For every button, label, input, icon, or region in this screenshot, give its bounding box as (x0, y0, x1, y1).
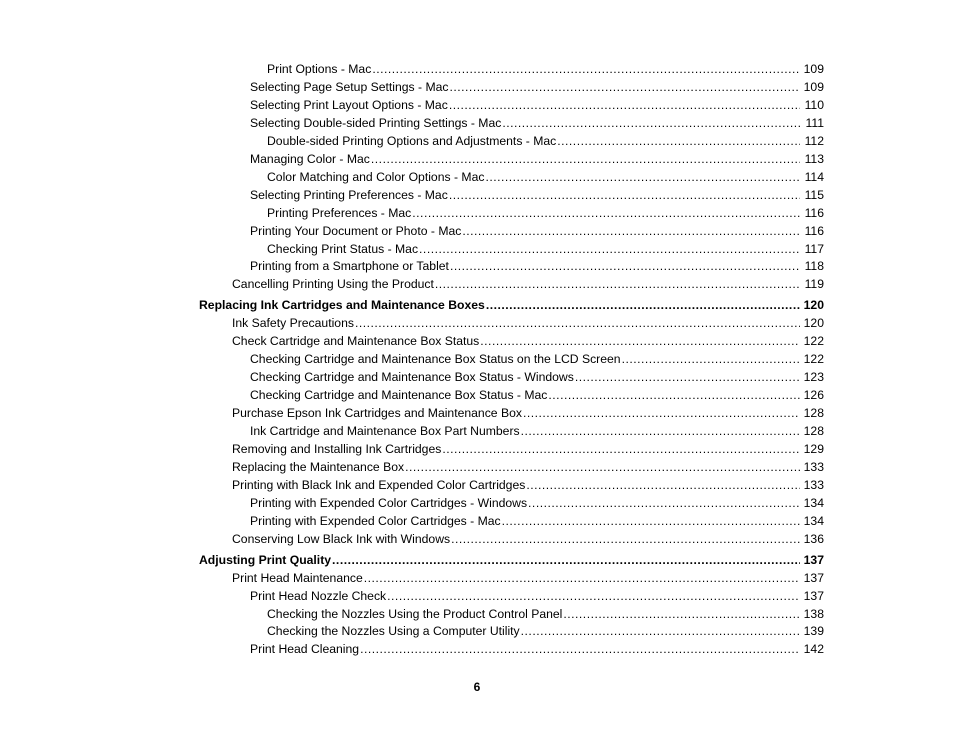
toc-entry-page: 109 (803, 79, 824, 94)
toc-entry-page: 123 (803, 370, 824, 385)
dot-leader (521, 422, 800, 440)
dot-leader (372, 60, 799, 78)
toc-entry-page: 122 (803, 334, 824, 349)
toc-entry-page: 111 (805, 115, 824, 130)
toc-entry-page: 137 (803, 552, 824, 567)
toc-entry[interactable] (250, 96, 824, 114)
dot-leader (526, 476, 799, 494)
toc-entry-title: Print Head Maintenance (232, 570, 363, 585)
toc-entry[interactable] (232, 275, 824, 293)
toc-entry[interactable] (267, 240, 824, 258)
toc-entry-page: 133 (803, 477, 824, 492)
toc-entry[interactable] (250, 494, 824, 512)
toc-entry-title: Check Cartridge and Maintenance Box Status (232, 334, 480, 349)
toc-entry-page: 120 (803, 316, 824, 331)
toc-entry-title: Conserving Low Black Ink with Windows (232, 531, 451, 546)
toc-entry-title: Printing Preferences - Mac (267, 205, 412, 220)
dot-leader (387, 587, 800, 605)
toc-entry[interactable] (267, 622, 824, 640)
toc-entry-title: Printing with Expended Color Cartridges - Windows (250, 495, 528, 510)
dot-leader (502, 512, 800, 530)
dot-leader (449, 96, 800, 114)
toc-entry[interactable] (232, 440, 824, 458)
toc-entry[interactable] (250, 422, 824, 440)
toc-entry[interactable] (250, 186, 824, 204)
toc-entry[interactable] (250, 368, 824, 386)
dot-leader (521, 622, 800, 640)
toc-entry-title: Color Matching and Color Options - Mac (267, 169, 485, 184)
dot-leader (622, 350, 800, 368)
toc-entry[interactable] (250, 114, 824, 132)
dot-leader (485, 168, 800, 186)
dot-leader (332, 551, 800, 569)
toc-entry[interactable] (232, 332, 824, 350)
dot-leader (575, 368, 800, 386)
toc-entry-page: 129 (803, 441, 824, 456)
dot-leader (355, 314, 800, 332)
toc-entry-page: 112 (804, 133, 824, 148)
toc-entry-title: Checking Cartridge and Maintenance Box Status on the LCD Screen (250, 352, 621, 367)
toc-entry-page: 115 (804, 187, 824, 202)
dot-leader (364, 569, 800, 587)
dot-leader (360, 640, 800, 658)
toc-entry[interactable] (250, 222, 824, 240)
toc-entry[interactable] (250, 350, 824, 368)
toc-entry-title: Adjusting Print Quality (199, 552, 332, 567)
toc-entry[interactable] (250, 640, 824, 658)
dot-leader (480, 332, 799, 350)
toc-entry-page: 122 (803, 352, 824, 367)
toc-entry[interactable] (267, 60, 824, 78)
dot-leader (449, 186, 800, 204)
toc-entry-title: Printing with Expended Color Cartridges - Mac (250, 513, 501, 528)
toc-entry[interactable] (250, 78, 824, 96)
toc-entry-title: Checking the Nozzles Using a Computer Utility (267, 624, 520, 639)
toc-entry-title: Checking Cartridge and Maintenance Box Status - Mac (250, 388, 548, 403)
toc-entry-title: Printing from a Smartphone or Tablet (250, 259, 449, 274)
toc-entry-title: Ink Cartridge and Maintenance Box Part Numbers (250, 424, 520, 438)
toc-entry[interactable] (267, 605, 824, 623)
toc-entry[interactable] (250, 257, 824, 275)
toc-entry-page: 126 (803, 388, 824, 403)
toc-entry-page: 142 (803, 642, 824, 657)
toc-entry[interactable] (232, 530, 824, 548)
dot-leader (442, 440, 799, 458)
toc-entry-title: Selecting Page Setup Settings - Mac (250, 79, 449, 94)
toc-entry-title: Printing with Black Ink and Expended Color Cartridges (232, 477, 526, 492)
toc-entry[interactable] (250, 386, 824, 404)
toc-entry[interactable] (267, 204, 824, 222)
toc-entry-title: Print Options - Mac (267, 62, 372, 76)
toc-entry[interactable] (232, 314, 824, 332)
toc-entry-page: 134 (803, 495, 824, 510)
toc-entry-title: Replacing Ink Cartridges and Maintenance Boxes (199, 298, 485, 313)
toc-entry[interactable] (267, 168, 824, 186)
toc-entry-title: Selecting Print Layout Options - Mac (250, 97, 448, 112)
dot-leader (419, 240, 800, 258)
toc-entry-page: 119 (804, 277, 824, 292)
dot-leader (563, 605, 799, 623)
toc-entry[interactable] (232, 476, 824, 494)
toc-entry[interactable] (250, 512, 824, 530)
toc-entry[interactable] (250, 587, 824, 605)
toc-chapter-entry[interactable] (199, 296, 824, 314)
toc-entry-title: Checking Cartridge and Maintenance Box Status - Windows (250, 370, 574, 385)
toc-entry-page: 110 (804, 97, 824, 112)
toc-entry-page: 136 (803, 531, 824, 546)
dot-leader (405, 458, 800, 476)
toc-entry-page: 128 (803, 406, 824, 421)
dot-leader (450, 257, 800, 275)
toc-entry-page: 109 (803, 62, 824, 76)
toc-entry-title: Printing Your Document or Photo - Mac (250, 223, 462, 238)
toc-entry-page: 133 (803, 459, 824, 474)
toc-entry-title: Managing Color - Mac (250, 151, 370, 166)
dot-leader (502, 114, 800, 132)
toc-entry-title: Double-sided Printing Options and Adjustments - Mac (267, 133, 557, 148)
toc-entry-page: 116 (804, 223, 824, 238)
dot-leader (412, 204, 800, 222)
page-number: 6 (473, 680, 481, 694)
toc-entry-page: 138 (803, 606, 824, 621)
toc-entry-page: 114 (804, 169, 824, 184)
toc-entry-page: 118 (804, 259, 824, 274)
toc-entry-title: Cancelling Printing Using the Product (232, 277, 434, 292)
toc-entry-page: 128 (803, 424, 824, 438)
toc-entry-page: 116 (804, 205, 824, 220)
dot-leader (462, 222, 800, 240)
toc-entry-page: 113 (804, 151, 824, 166)
toc-entry-page: 120 (803, 298, 824, 313)
toc-entry-page: 139 (803, 624, 824, 639)
dot-leader (548, 386, 799, 404)
dot-leader (371, 150, 800, 168)
toc-entry-title: Replacing the Maintenance Box (232, 459, 405, 474)
toc-entry-title: Print Head Cleaning (250, 642, 360, 657)
dot-leader (523, 404, 800, 422)
toc-entry-title: Selecting Double-sided Printing Settings - Mac (250, 115, 502, 130)
toc-entry-title: Ink Safety Precautions (232, 316, 354, 331)
toc-entry[interactable] (232, 569, 824, 587)
toc-entry-title: Removing and Installing Ink Cartridges (232, 441, 442, 456)
toc-entry-title: Checking the Nozzles Using the Product Control Panel (267, 606, 563, 621)
toc-entry[interactable] (250, 150, 824, 168)
toc-entry[interactable] (232, 404, 824, 422)
toc-entry-page: 137 (803, 570, 824, 585)
dot-leader (528, 494, 800, 512)
toc-entry-title: Purchase Epson Ink Cartridges and Maintenance Box (232, 406, 522, 421)
dot-leader (557, 132, 800, 150)
toc-entry-title: Print Head Nozzle Check (250, 588, 387, 603)
toc-entry-page: 117 (804, 241, 824, 256)
toc-entry-title: Checking Print Status - Mac (267, 241, 419, 256)
toc-entry-page: 134 (803, 513, 824, 528)
dot-leader (435, 275, 800, 293)
dot-leader (450, 78, 800, 96)
toc-chapter-entry[interactable] (199, 551, 824, 569)
toc-entry[interactable] (232, 458, 824, 476)
dot-leader (451, 530, 800, 548)
toc-entry-page: 137 (803, 588, 824, 603)
dot-leader (486, 296, 800, 314)
toc-entry-title: Selecting Printing Preferences - Mac (250, 187, 448, 202)
toc-entry[interactable] (267, 132, 824, 150)
